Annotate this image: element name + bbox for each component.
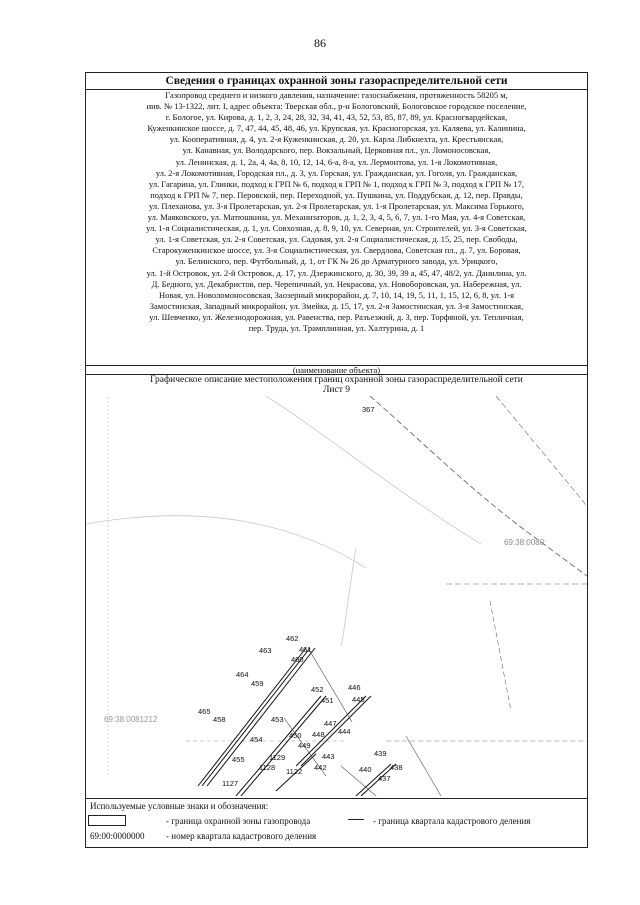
description-line: ул. Шевченко, ул. Железнодорожная, ул. Равенства, пер. Разъезжий, д. 3, пер. Торфяной, ул. Тепличная, <box>149 311 524 322</box>
description-line: инв. № 13-1322, лит. I, адрес объекта: Тверская обл., р-н Бологовский, Бологовское городское поселение, <box>146 101 527 112</box>
boundary-point-label: 442 <box>314 763 327 772</box>
boundary-point-label: 448 <box>312 730 325 739</box>
boundary-point-label: 451 <box>321 696 334 705</box>
description-line: ул. Кооперативная, д. 4, ул. 2-я Куженкинская, д. 20, ул. Карла Либкнехта, ул. Крестьянская, <box>169 134 504 145</box>
description-line: пер. Труда, ул. Трамплинная, ул. Халтурина, д. 1 <box>248 322 425 333</box>
boundary-point-label: 449 <box>298 741 311 750</box>
boundary-point-label: 439 <box>374 749 387 758</box>
description-line: ул. Гагарина, ул. Глинки, подход к ГРП № 6, подход к ГРП № 1, подход к ГРП № 3, подход к ГРП № 17, <box>148 178 525 189</box>
description-line: Новая, ул. Новоломоносовская, Заозерный микрорайон, д. 7, 10, 14, 19, 5, 11, 1, 15, 12, 6, 8, ул. 1-я <box>158 289 515 300</box>
boundary-point-label: 450 <box>289 731 302 740</box>
boundary-point-label: 461 <box>299 645 312 654</box>
boundary-point-labels <box>198 405 403 788</box>
graphic-description-title: Графическое описание местоположения границ охранной зоны газораспределительной сети <box>86 374 587 385</box>
boundary-point-label: 453 <box>271 715 284 724</box>
boundary-map <box>86 396 587 796</box>
cadastral-boundary-label: - граница квартала кадастрового деления <box>373 816 531 826</box>
map-drawing <box>86 396 587 796</box>
boundary-point-label: 452 <box>311 685 324 694</box>
description-line: ул. Белинского, пер. Футбольный, д. 1, от ГК № 26 до Арматурного завода, ул. Урицкого, <box>175 256 498 267</box>
description-line: ул. Ленинская, д. 1, 2а, 4, 4а, 8, 10, 12, 14, 6-а, 8-а, ул. Лермонтова, ул. 1-я Локомотивная, <box>175 156 498 167</box>
boundary-point-label: 1122 <box>286 767 303 776</box>
legend-title: Используемые условные знаки и обозначения: <box>90 801 269 811</box>
cadastral-boundary-symbol <box>348 819 364 820</box>
boundary-point-label: 443 <box>322 752 335 761</box>
cadastral-number-example: 69:00:0000000 <box>90 831 145 841</box>
zone-boundary-label: - граница охранной зоны газопровода <box>166 816 311 826</box>
boundary-point-label: 465 <box>198 707 211 716</box>
zone-info-form <box>85 72 588 848</box>
boundary-point-label: 446 <box>348 683 361 692</box>
description-line: Куженкинское шоссе, д. 7, 47, 44, 45, 48, 46, ул. Крупская, ул. Красногорская, ул. Каляева, ул. Калинина, <box>147 123 526 134</box>
boundary-point-label: 458 <box>213 715 226 724</box>
boundary-point-label: 367 <box>362 405 375 414</box>
page-number: 86 <box>314 36 326 50</box>
description-line: ул. 1-я Советская, ул. 2-я Советская, ул. Садовая, ул. 2-я Социалистическая, д. 15, 25, пер. Свободы, <box>155 234 518 245</box>
description-line: Старокуженкинское шоссе, ул. 3-я Социалистическая, ул. Свердлова, Советская пл., д. 7, ул. Боровая, <box>152 245 521 256</box>
cadastral-number-label: 69:38:0081212 <box>104 715 158 724</box>
description-line: ул. Маяковского, ул. Матюшкина, ул. Механизаторов, д. 1, 2, 3, 4, 5, 6, 7, ул. 1-го Мая, ул. 4-я Советская, <box>147 212 526 223</box>
boundary-point-label: 437 <box>378 774 391 783</box>
object-description <box>88 90 585 334</box>
legend <box>86 798 587 848</box>
description-line: ул. Канавная, ул. Володарского, пер. Вокзальный, Церковная пл., ул. Ломоносовская, <box>182 145 491 156</box>
sheet-label: Лист 9 <box>322 385 351 395</box>
description-line: Замостинская, Западный микрорайон, ул. Змейка, д. 15, 17, ул. 2-я Замостинская, ул. 3-я Замостинская, <box>149 300 524 311</box>
description-line: Газопровод среднего и низкого давления, назначение: газоснабжения, протяженность 58205 м, <box>165 90 508 100</box>
cadastral-number-label: - номер квартала кадастрового деления <box>166 831 317 841</box>
boundary-point-label: 1129 <box>269 753 286 762</box>
boundary-point-label: 438 <box>390 763 403 772</box>
boundary-point-label: 440 <box>359 765 372 774</box>
description-line: ул. Плеханова, ул. 3-я Пролетарская, ул. 2-я Пролетарская, ул. 1-я Пролетарская, ул. Максима Горького, <box>148 200 525 211</box>
boundary-point-label: 462 <box>286 634 299 643</box>
boundary-point-label: 455 <box>232 755 245 764</box>
boundary-point-label: 460 <box>291 655 304 664</box>
description-line: подход к ГРП № 7, пер. Перовской, пер. Переходной, ул. Пушкина, ул. Поддубская, д. 12, пер. Правды, <box>150 189 523 200</box>
boundary-point-label: 454 <box>250 735 263 744</box>
description-line: г. Бологое, ул. Кирова, д. 1, 2, 3, 24, 28, 32, 34, 41, 43, 52, 53, 85, 87, 89, ул. Красногвардейская, <box>165 112 508 123</box>
boundary-point-label: 459 <box>251 679 264 688</box>
object-name-caption: (наименование объекта) <box>86 365 587 375</box>
description-line: Д. Бедного, ул. Декабристов, пер. Черепичный, ул. Некрасова, ул. Новоборовская, ул. Набережная, ул. <box>151 278 522 289</box>
boundary-point-label: 464 <box>236 670 249 679</box>
description-line: ул. 1-й Островок, ул. 2-й Островок, д. 17, ул. Дзержинского, д. 30, 39, 39 а, 45, 47, 48/2, ул. Данилина, ул. <box>146 267 527 278</box>
boundary-point-label: 444 <box>338 727 351 736</box>
boundary-point-label: 445 <box>352 695 365 704</box>
boundary-point-label: 1128 <box>259 763 276 772</box>
description-line: ул. 2-я Локомотивная, Городская пл., д. 3, ул. Горская, ул. Гражданская, ул. Гоголя, ул. Гражданская, <box>155 167 518 178</box>
boundary-point-label: 447 <box>324 719 337 728</box>
boundary-point-label: 463 <box>259 646 272 655</box>
boundary-point-label: 1127 <box>222 779 239 788</box>
zone-boundary-symbol <box>88 815 126 826</box>
form-title: Сведения о границах охранной зоны газораспределительной сети <box>86 73 587 90</box>
description-line: ул. 1-я Социалистическая, д. 1, ул. Совхозная, д. 8, 9, 10, ул. Северная, ул. Строителей, ул. 3-я Советская, <box>146 223 527 234</box>
cadastral-number-label: 69:38:0080: <box>504 538 547 547</box>
